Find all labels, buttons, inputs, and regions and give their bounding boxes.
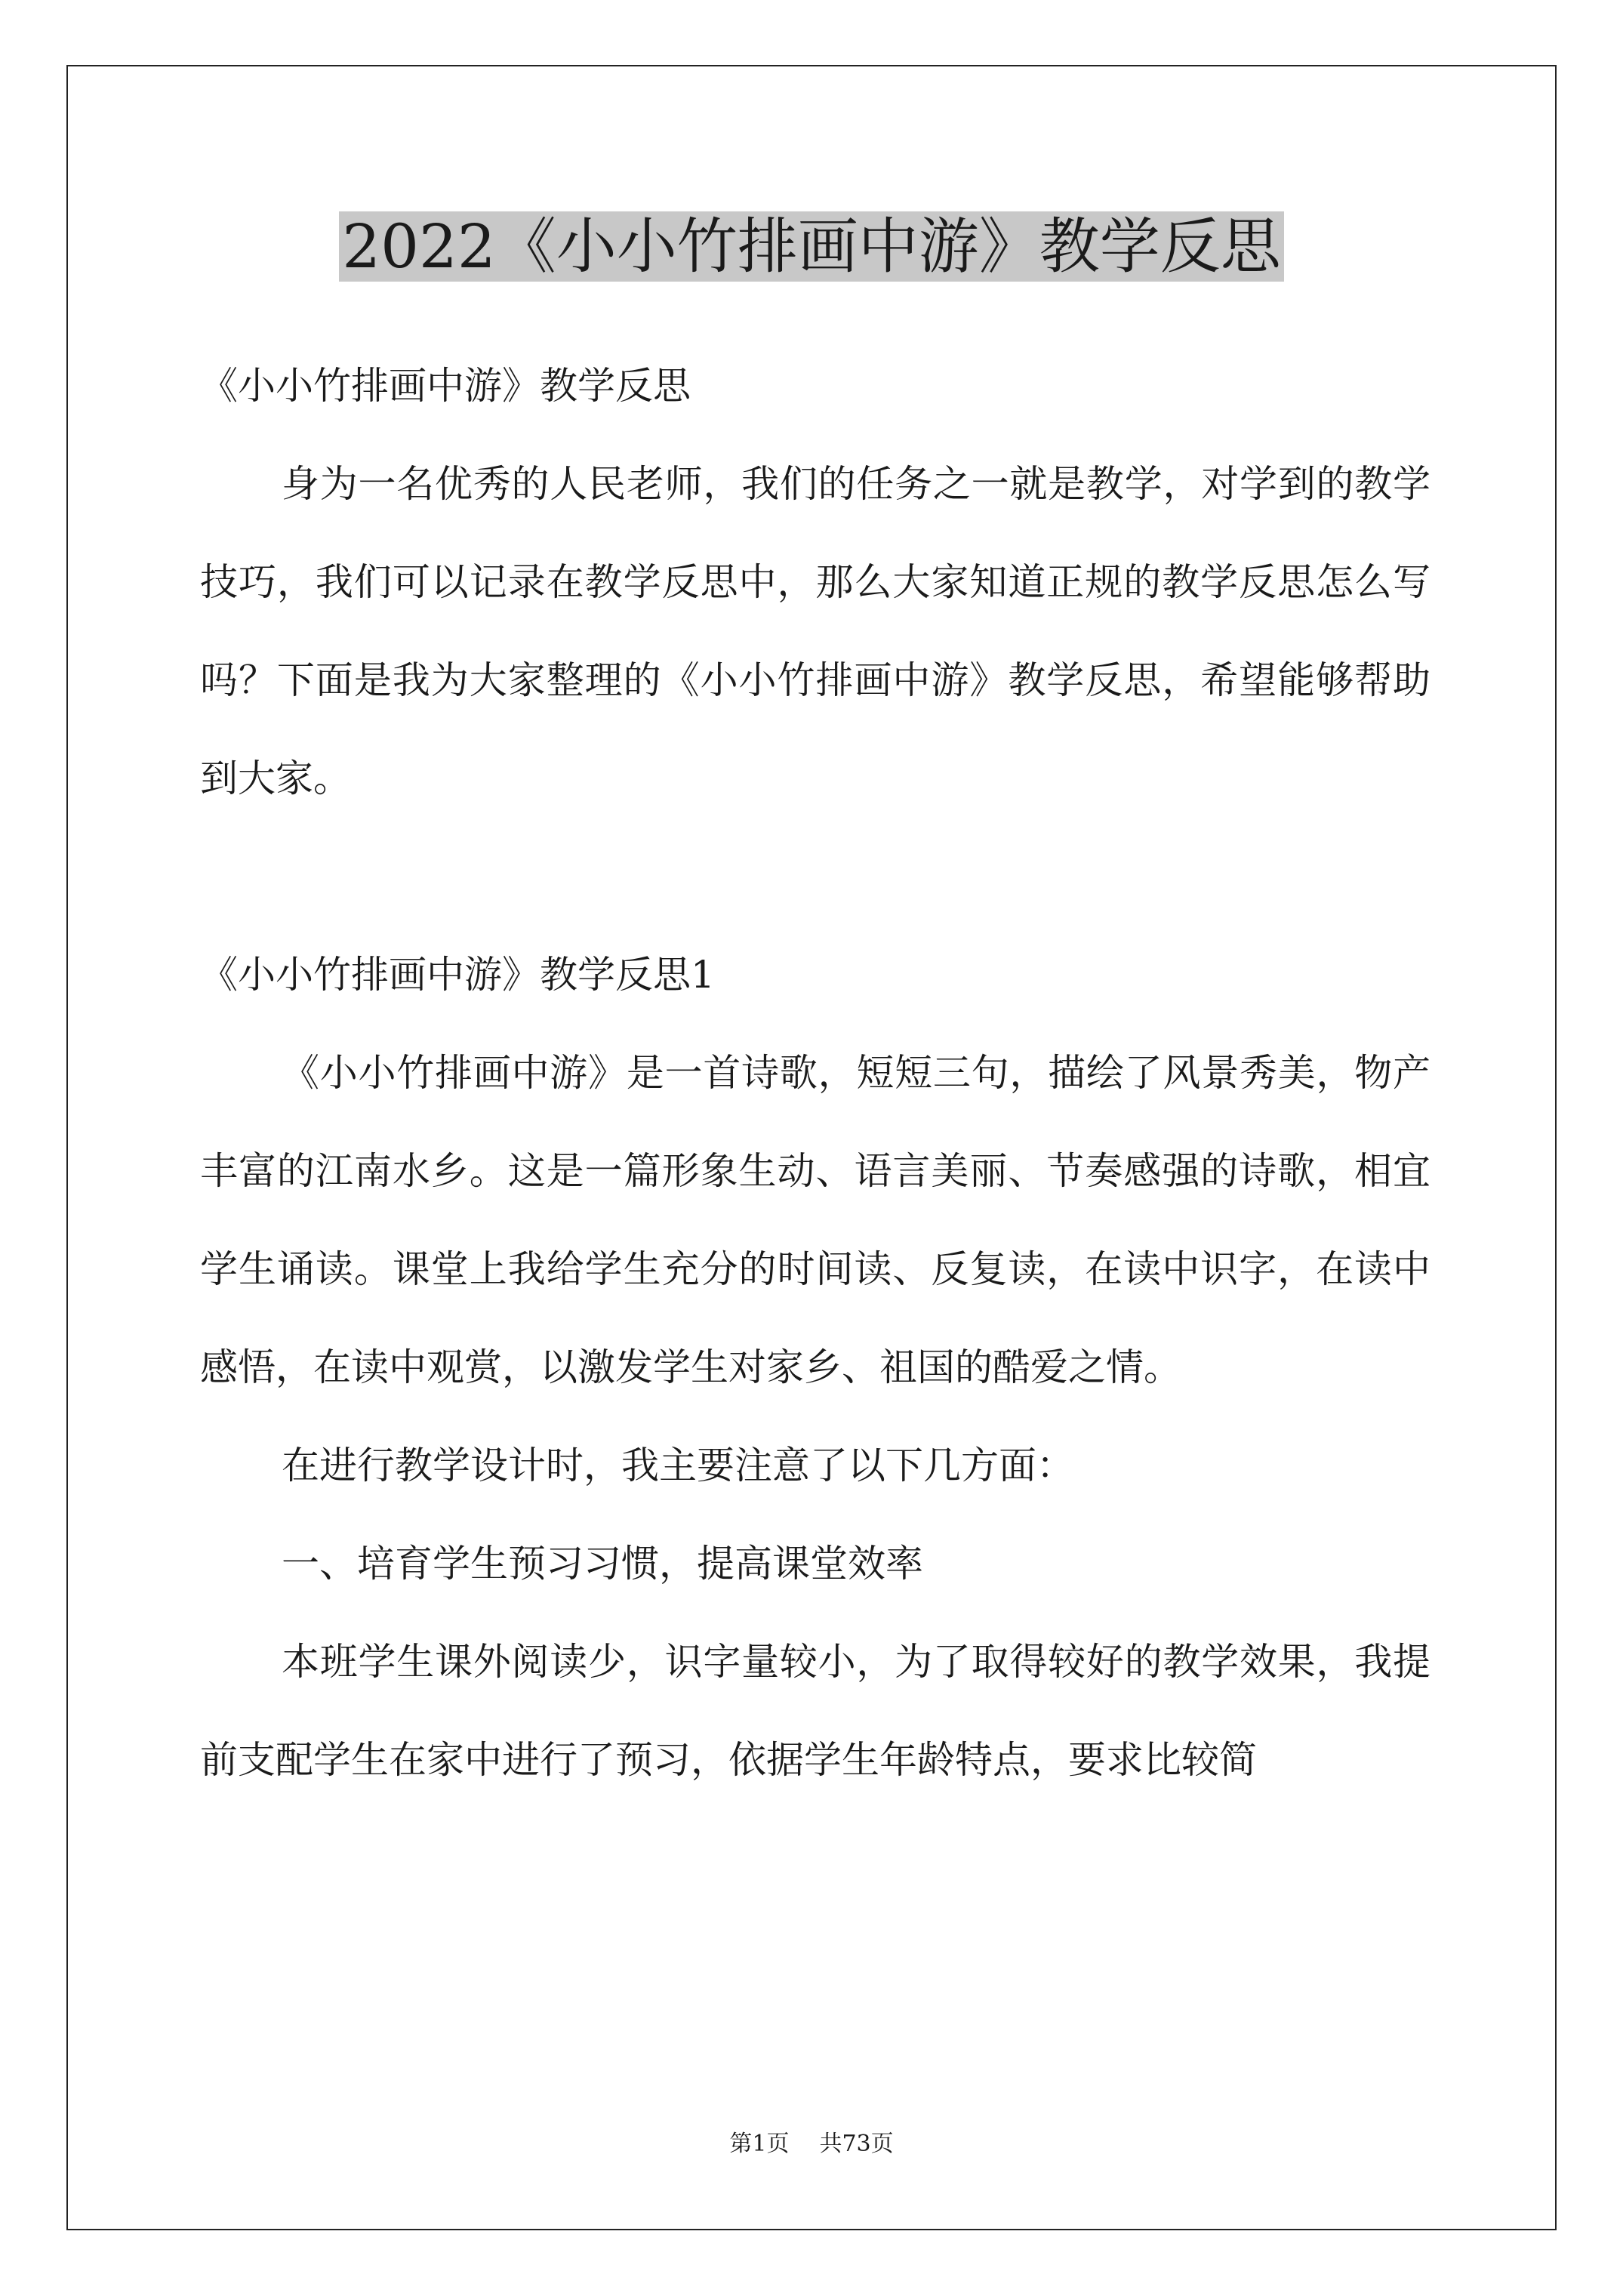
intro-paragraph: 身为一名优秀的人民老师，我们的任务之一就是教学，对学到的教学技巧，我们可以记录在教学反思中，那么大家知道正规的教学反思怎么写吗？下面是我为大家整理的《小小竹排画中游》教学反思，希望能够帮助到大家。 bbox=[200, 462, 1431, 800]
section-heading: 《小小竹排画中游》教学反思1 bbox=[200, 953, 715, 997]
subtitle-heading: 《小小竹排画中游》教学反思 bbox=[200, 364, 691, 408]
document-title bbox=[0, 205, 1623, 288]
body-paragraph: 《小小竹排画中游》是一首诗歌，短短三句，描绘了风景秀美，物产丰富的江南水乡。这是一篇形象生动、语言美丽、节奏感强的诗歌，相宜学生诵读。课堂上我给学生充分的时间读、反复读，在读中识字，在读中感悟，在读中观赏，以激发学生对家乡、祖国的酷爱之情。 bbox=[200, 1051, 1431, 1389]
subsection-heading: 一、培育学生预习习惯，提高课堂效率 bbox=[282, 1542, 923, 1586]
page-number: 第1页 bbox=[729, 2131, 790, 2157]
paragraph-gap bbox=[200, 827, 1431, 926]
body-paragraph: 在进行教学设计时，我主要注意了以下几方面： bbox=[282, 1444, 1074, 1487]
page-footer bbox=[0, 2129, 1623, 2159]
body-paragraph: 本班学生课外阅读少，识字量较小，为了取得较好的教学效果，我提前支配学生在家中进行了预习，依据学生年龄特点，要求比较简 bbox=[200, 1640, 1431, 1782]
document-body bbox=[200, 337, 1431, 1809]
page-total: 共73页 bbox=[819, 2131, 894, 2157]
document-title-text: 2022《小小竹排画中游》教学反思 bbox=[339, 211, 1284, 282]
